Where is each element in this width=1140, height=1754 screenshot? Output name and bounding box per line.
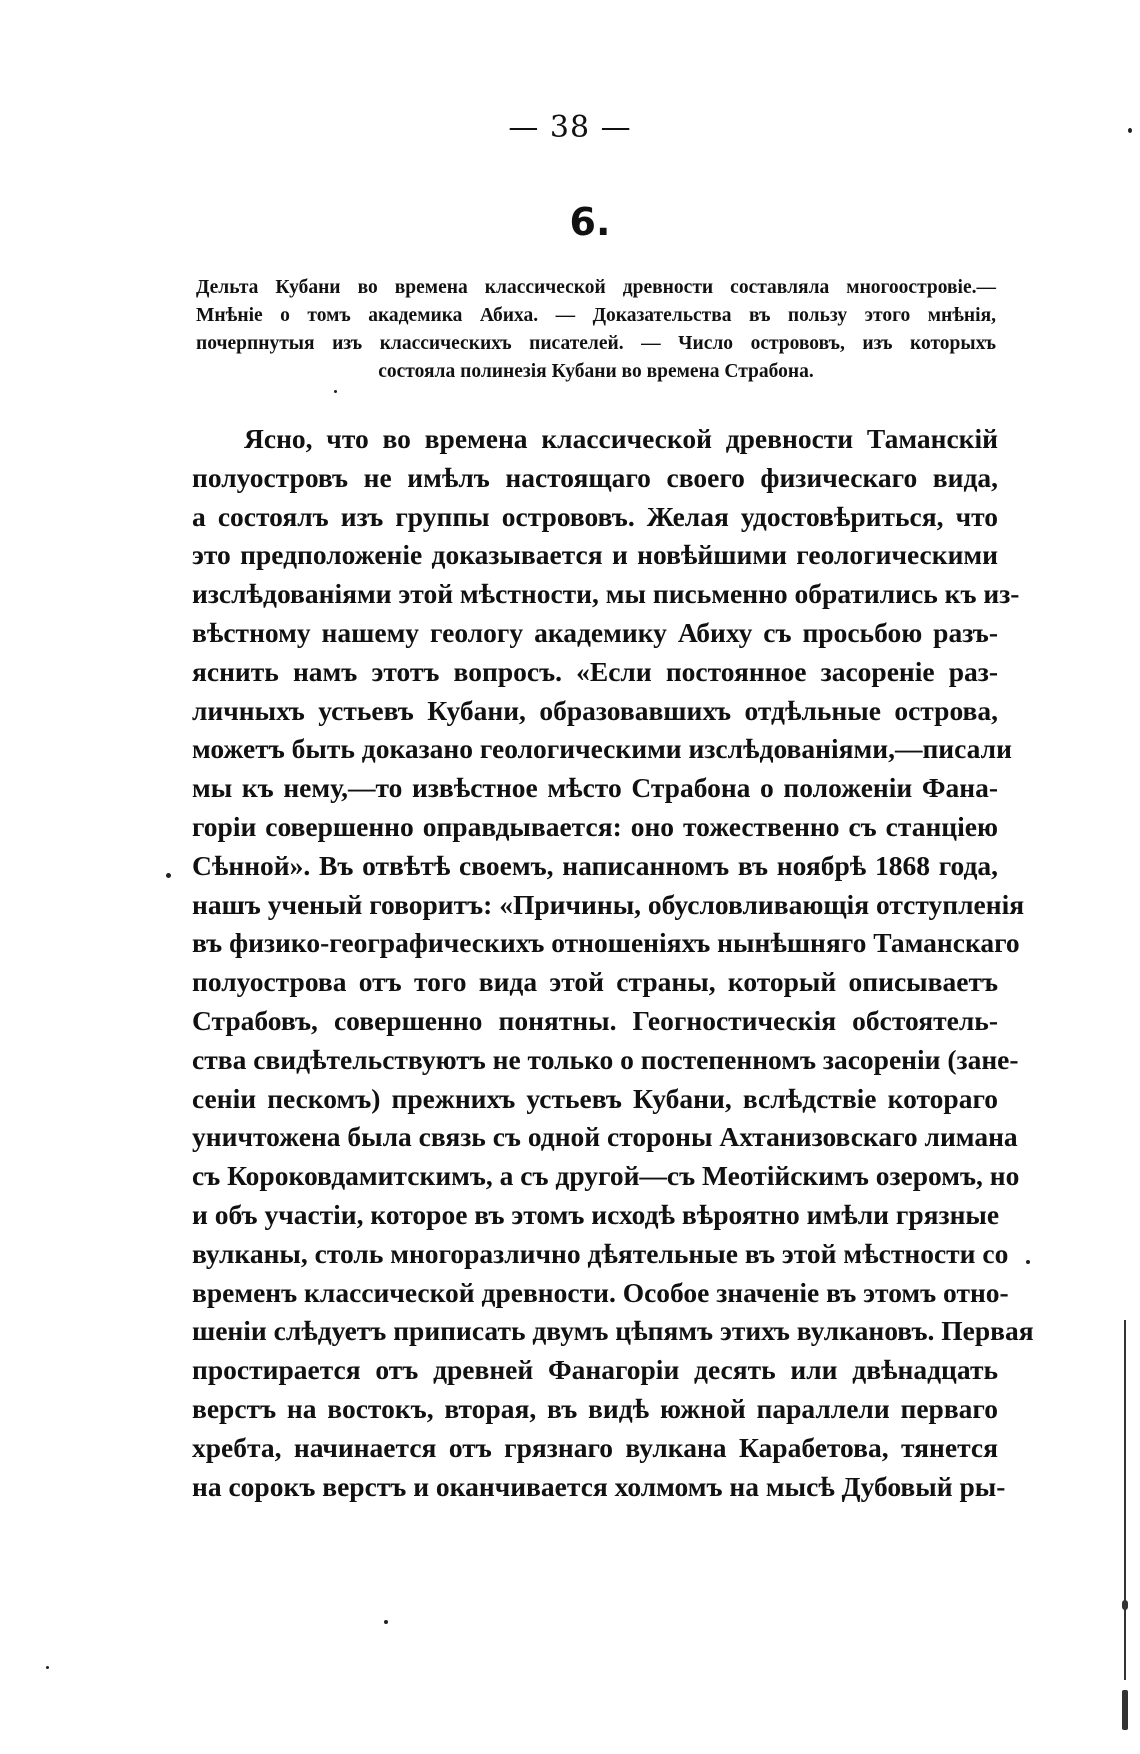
body-line: яснить намъ этотъ вопросъ. «Если постоянное засореніе раз- bbox=[192, 655, 998, 687]
scan-speck bbox=[46, 1666, 49, 1669]
body-line: временъ классической древности. Особое значеніе въ этомъ отно- bbox=[192, 1276, 1009, 1308]
body-line: изслѣдованіями этой мѣстности, мы письменно обратились къ из- bbox=[192, 578, 1020, 610]
body-line: шеніи слѣдуетъ приписать двумъ цѣпямъ этихъ вулкановъ. Первая bbox=[192, 1315, 1034, 1347]
body-line: сеніи пескомъ) прежнихъ устьевъ Кубани, вслѣдствіе котораго bbox=[192, 1082, 998, 1114]
summary-line: Дельта Кубани во времена классической древности составляла многоостровіе.— bbox=[196, 277, 996, 298]
scan-speck bbox=[166, 873, 171, 878]
summary-line: почерпнутыя изъ классическихъ писателей. — Число острововъ, изъ которыхъ bbox=[196, 333, 996, 354]
body-line: ства свидѣтельствуютъ не только о постепенномъ засореніи (зане- bbox=[192, 1043, 1019, 1075]
body-line: вѣстному нашему геологу академику Абиху съ просьбою разъ- bbox=[192, 616, 998, 648]
body-line: горіи совершенно оправдывается: оно тожественно съ станціею bbox=[192, 810, 998, 842]
body-line: личныхъ устьевъ Кубани, образовавшихъ отдѣльные острова, bbox=[192, 694, 998, 726]
body-line: хребта, начинается отъ грязнаго вулкана Карабетова, тянется bbox=[192, 1431, 998, 1463]
body-text bbox=[192, 420, 1034, 1506]
body-line: мы къ нему,—то извѣстное мѣсто Страбона о положеніи Фана- bbox=[192, 772, 998, 804]
body-line: простирается отъ древней Фанагоріи десять или двѣнадцать bbox=[192, 1354, 998, 1386]
body-line: нашъ ученый говоритъ: «Причины, обусловливающія отступленія bbox=[192, 888, 1025, 920]
body-line: на сорокъ верстъ и оканчивается холмомъ на мысѣ Дубовый ры- bbox=[192, 1470, 1006, 1502]
body-line: это предположеніе доказывается и новѣйшими геологическими bbox=[192, 539, 998, 571]
body-line: съ Короковдамитскимъ, а съ другой—съ Меотійскимъ озеромъ, но bbox=[192, 1160, 1020, 1192]
scan-edge-mark bbox=[1122, 1600, 1128, 1610]
scan-speck bbox=[334, 390, 337, 393]
body-line: а состоялъ изъ группы острововъ. Желая удостовѣриться, что bbox=[192, 500, 998, 532]
body-line: и объ участіи, которое въ этомъ исходѣ вѣроятно имѣли грязные bbox=[192, 1198, 1000, 1230]
body-line: вулканы, столь многоразлично дѣятельные въ этой мѣстности со bbox=[192, 1237, 1009, 1269]
page-number: — 38 — bbox=[508, 110, 632, 145]
body-line: верстъ на востокъ, вторая, въ видѣ южной параллели перваго bbox=[192, 1392, 998, 1424]
body-line: Страбовъ, совершенно понятны. Геогностическія обстоятель- bbox=[192, 1004, 998, 1036]
summary-line: Мнѣніе о томъ академика Абиха. — Доказательства въ пользу этого мнѣнія, bbox=[196, 305, 996, 326]
summary-line: состояла полинезія Кубани во времена Страбона. bbox=[378, 361, 814, 382]
scan-edge-mark bbox=[1124, 1320, 1126, 1680]
body-line: полуостровъ не имѣлъ настоящаго своего физическаго вида, bbox=[192, 461, 998, 493]
scan-speck bbox=[1128, 128, 1132, 133]
scan-speck bbox=[384, 1620, 388, 1624]
body-line: полуострова отъ того вида этой страны, который описываетъ bbox=[192, 966, 998, 998]
scan-edge-mark bbox=[1122, 1690, 1128, 1730]
scan-speck bbox=[1026, 1260, 1030, 1264]
body-line: Ясно, что во времена классической древности Таманскій bbox=[244, 423, 998, 454]
body-line: въ физико-географическихъ отношеніяхъ нынѣшняго Таманскаго bbox=[192, 927, 1020, 959]
section-number: 6. bbox=[569, 200, 611, 244]
body-line: можетъ быть доказано геологическими изслѣдованіями,—писали bbox=[192, 733, 1012, 765]
body-line: уничтожена была связь съ одной стороны Ахтанизовскаго лимана bbox=[192, 1121, 1018, 1153]
section-summary bbox=[196, 274, 996, 386]
body-line: Сѣнной». Въ отвѣтѣ своемъ, написанномъ въ ноябрѣ 1868 года, bbox=[192, 849, 998, 881]
